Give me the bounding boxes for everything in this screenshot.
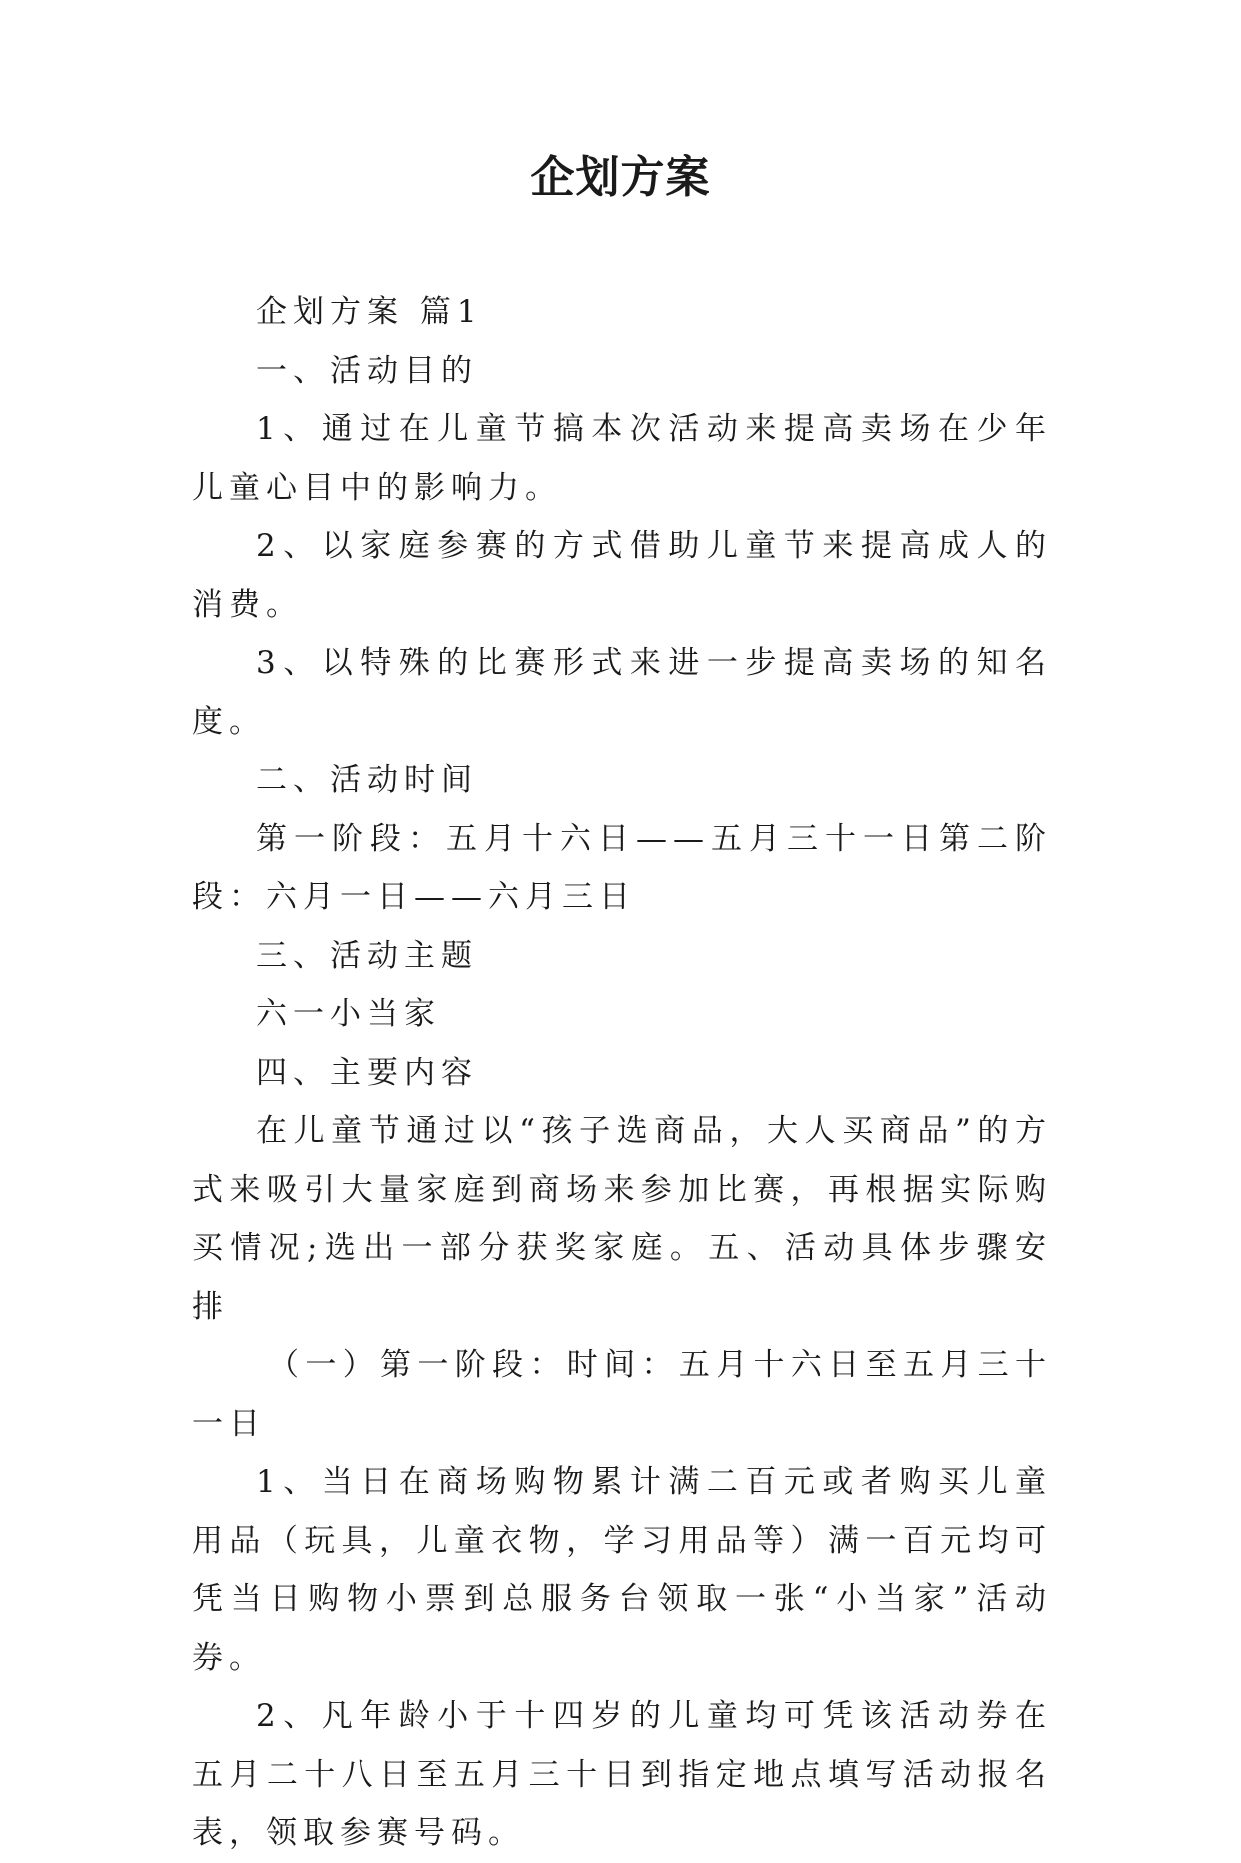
paragraph: 2、凡年龄小于十四岁的儿童均可凭该活动券在五月二十八日至五月三十日到指定地点填写活动报名表，领取参赛号码。 [192, 1698, 1052, 1851]
paragraph: 1、当日在商场购物累计满二百元或者购买儿童用品（玩具，儿童衣物，学习用品等）满一百元均可凭当日购物小票到总服务台领取一张“小当家”活动券。 [192, 1464, 1052, 1676]
document-title: 企划方案 [530, 152, 711, 203]
section-heading: 三、活动主题 [256, 937, 478, 974]
paragraph: 在儿童节通过以“孩子选商品，大人买商品”的方式来吸引大量家庭到商场来参加比赛，再根据实际购买情况;选出一部分获奖家庭。五、活动具体步骤安排 [192, 1113, 1052, 1325]
paragraph: 六一小当家 [256, 996, 441, 1032]
section-heading: 一、活动目的 [256, 352, 478, 389]
paragraph: 3、以特殊的比赛形式来进一步提高卖场的知名度。 [192, 645, 1052, 740]
paragraph: 1、通过在儿童节搞本次活动来提高卖场在少年儿童心目中的影响力。 [192, 411, 1052, 506]
section-heading: 四、主要内容 [256, 1054, 478, 1091]
section-heading: 企划方案 篇1 [256, 294, 483, 330]
paragraph: 第一阶段：五月十六日——五月三十一日第二阶段：六月一日——六月三日 [192, 820, 1052, 915]
document-body [192, 283, 1052, 1863]
section-heading: 二、活动时间 [256, 762, 478, 798]
subsection-heading: （一）第一阶段：时间：五月十六日至五月三十一日 [192, 1347, 1052, 1442]
paragraph: 2、以家庭参赛的方式借助儿童节来提高成人的消费。 [192, 528, 1052, 623]
